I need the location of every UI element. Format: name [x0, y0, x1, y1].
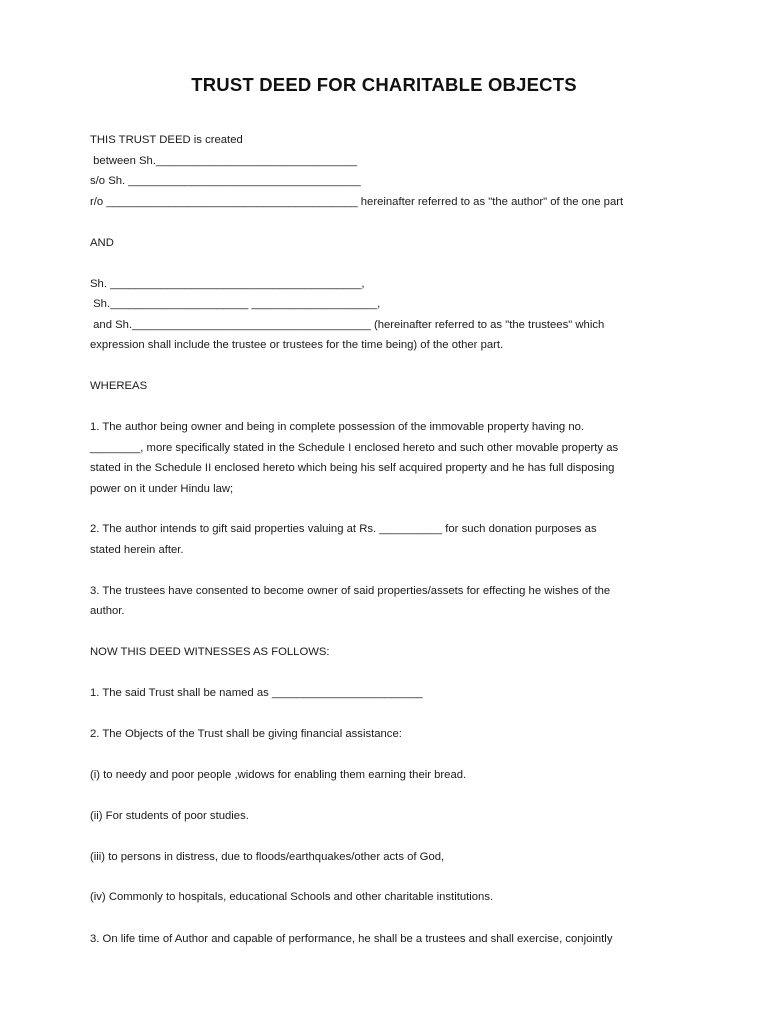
- deed-line-object-ii: (ii) For students of poor studies.: [90, 810, 249, 822]
- deed-line-recital-2b: stated herein after.: [90, 544, 184, 556]
- deed-line-recital-2a: 2. The author intends to gift said properties valuing at Rs. __________ for such donation purposes as: [90, 523, 597, 535]
- deed-line-clause-2: 2. The Objects of the Trust shall be giving financial assistance:: [90, 728, 402, 740]
- deed-line-witnesses: NOW THIS DEED WITNESSES AS FOLLOWS:: [90, 646, 330, 658]
- deed-line-clause-3: 3. On life time of Author and capable of performance, he shall be a trustees and shall exercise, conjointly: [90, 933, 613, 945]
- deed-line-and: AND: [90, 237, 114, 249]
- deed-line-trustee-3: and Sh.______________________________________ (hereinafter referred to as "the trustees" which: [90, 319, 605, 331]
- deed-line-object-iii: (iii) to persons in distress, due to floods/earthquakes/other acts of God,: [90, 851, 445, 863]
- deed-line-trustee-1: Sh. ________________________________________,: [90, 278, 365, 290]
- deed-line-trustee-definition: expression shall include the trustee or trustees for the time being) of the other part.: [90, 339, 504, 351]
- deed-line-recital-3b: author.: [90, 605, 125, 617]
- deed-line-resident-of: r/o ________________________________________ hereinafter referred to as "the author" of the one part: [90, 196, 624, 208]
- deed-line-whereas: WHEREAS: [90, 380, 148, 392]
- document-title: TRUST DEED FOR CHARITABLE OBJECTS: [191, 74, 577, 95]
- deed-line-recital-3a: 3. The trustees have consented to become owner of said properties/assets for effecting he wishes of the: [90, 585, 611, 597]
- deed-line-recital-1c: stated in the Schedule II enclosed hereto which being his self acquired property and he has full disposing: [90, 462, 615, 474]
- deed-line-object-iv: (iv) Commonly to hospitals, educational Schools and other charitable institutions.: [90, 891, 494, 903]
- deed-line-son-of: s/o Sh. _____________________________________: [90, 175, 361, 187]
- deed-line-created: THIS TRUST DEED is created: [90, 134, 243, 146]
- deed-line-clause-1: 1. The said Trust shall be named as ________________________: [90, 687, 423, 699]
- deed-line-recital-1d: power on it under Hindu law;: [90, 483, 234, 495]
- deed-line-between: between Sh.________________________________: [90, 155, 357, 167]
- deed-line-trustee-2: Sh.______________________ ____________________,: [90, 298, 381, 310]
- deed-line-object-i: (i) to needy and poor people ,widows for enabling them earning their bread.: [90, 769, 467, 781]
- deed-line-recital-1b: ________, more specifically stated in the Schedule I enclosed hereto and such other movable property as: [90, 442, 619, 454]
- deed-line-recital-1a: 1. The author being owner and being in complete possession of the immovable property having no.: [90, 421, 585, 433]
